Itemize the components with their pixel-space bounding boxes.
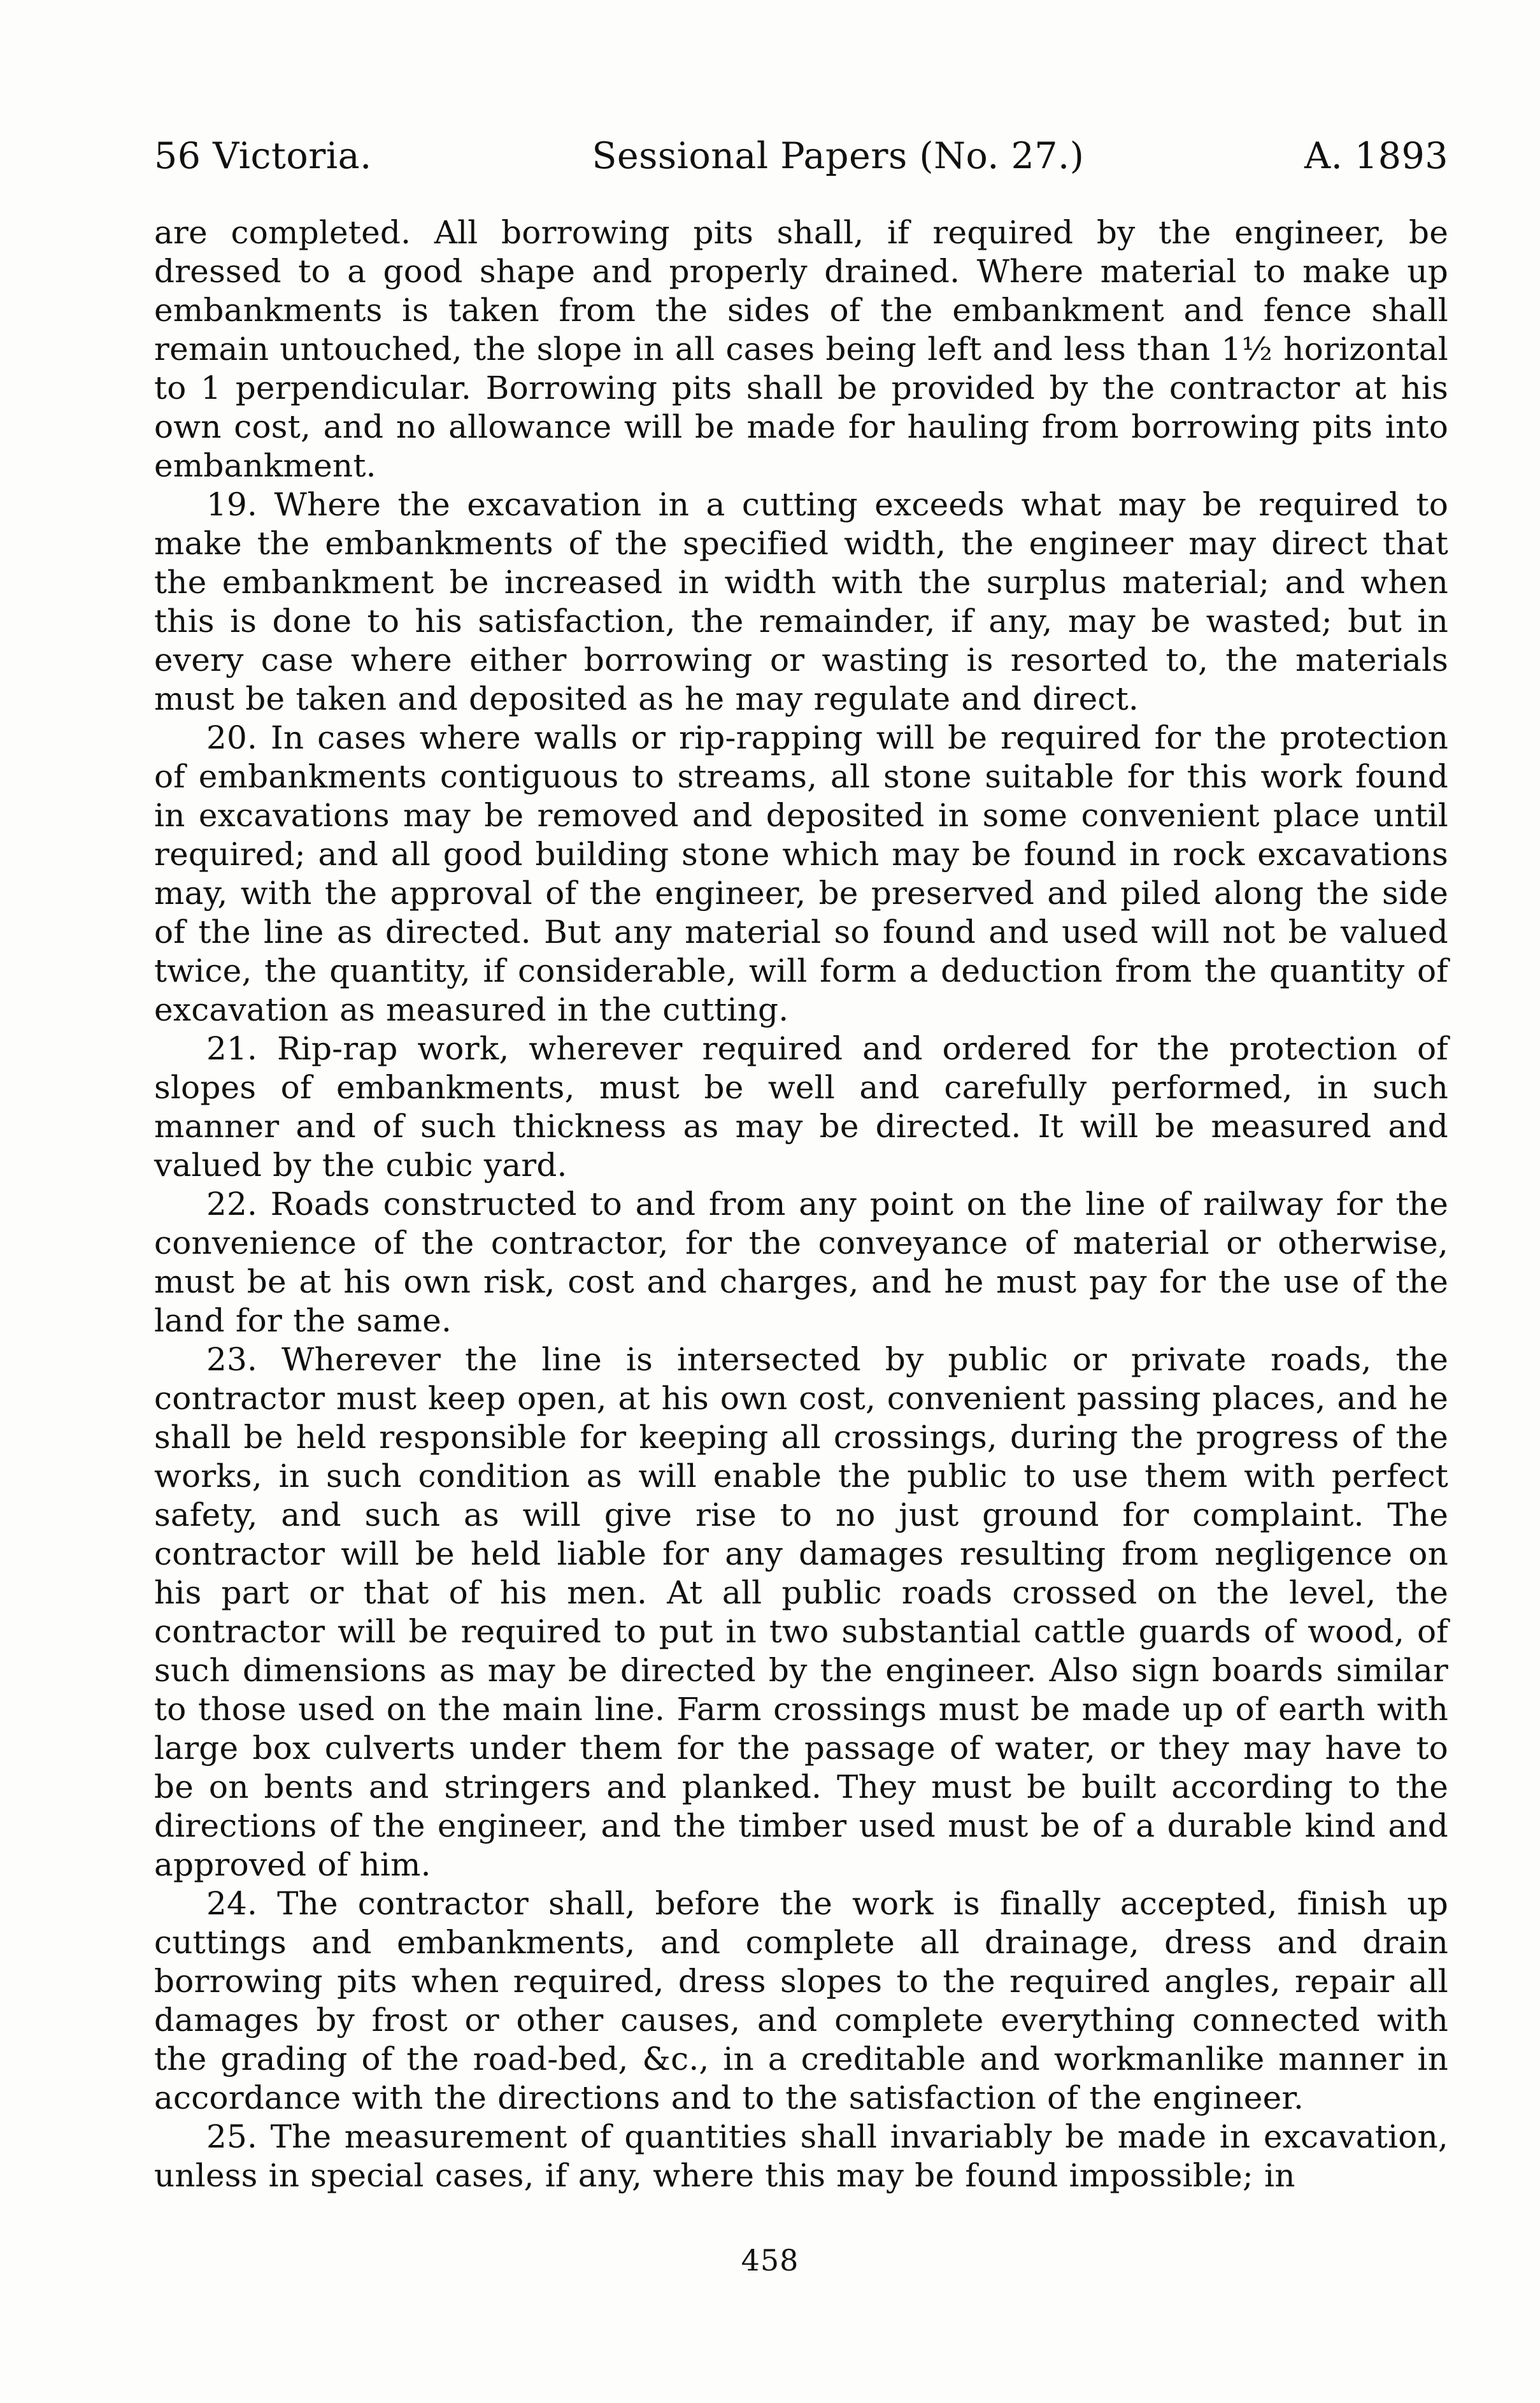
paragraph-22: 22. Roads constructed to and from any point on the line of railway for the convenience of the contractor, for the conveyance of material or otherwise, must be at his own risk, cost and charges, and he must pay for the use of the land for the same.	[154, 1186, 1448, 1339]
running-header	[154, 134, 1448, 178]
paragraph-19: 19. Where the excavation in a cutting exceeds what may be required to make the embankments of the specified width, the engineer may direct that the embankment be increased in width with the surplus material; and when this is done to his satisfaction, the remainder, if any, may be wasted; but in every case where either borrowing or wasting is resorted to, the materials must be taken and deposited as he may regulate and direct.	[154, 486, 1448, 717]
paragraph-25: 25. The measurement of quantities shall invariably be made in excavation, unless in special cases, if any, where this may be found impossible; in	[154, 2118, 1448, 2194]
paragraph-23: 23. Wherever the line is intersected by public or private roads, the contractor must keep open, at his own cost, convenient passing places, and he shall be held responsible for keeping all crossings, during the progress of the works, in such condition as will enable the public to use them with perfect safety, and such as will give rise to no just ground for complaint. The contractor will be held liable for any damages resulting from negligence on his part or that of his men. At all public roads crossed on the level, the contractor will be required to put in two substantial cattle guards of wood, of such dimensions as may be directed by the engineer. Also sign boards similar to those used on the main line. Farm crossings must be made up of earth with large box culverts under them for the passage of water, or they may have to be on bents and stringers and planked. They must be built according to the directions of the engineer, and the timber used must be of a durable kind and approved of him.	[154, 1341, 1448, 1883]
paragraph-21: 21. Rip-rap work, wherever required and ordered for the protection of slopes of embankments, must be well and carefully performed, in such manner and of such thickness as may be directed. It will be measured and valued by the cubic yard.	[154, 1030, 1448, 1184]
body-text	[154, 213, 1448, 2195]
paragraph-continuation: are completed. All borrowing pits shall, if required by the engineer, be dressed to a good shape and properly drained. Where material to make up embankments is taken from the sides of the embankment and fence shall remain untouched, the slope in all cases being left and less than 1½ horizontal to 1 perpendicular. Borrowing pits shall be provided by the contractor at his own cost, and no allowance will be made for hauling from borrowing pits into embankment.	[154, 214, 1448, 484]
header-year-reign: 56 Victoria.	[154, 135, 372, 177]
paragraph-20: 20. In cases where walls or rip-rapping will be required for the protection of embankments contiguous to streams, all stone suitable for this work found in excavations may be removed and deposited in some convenient place until required; and all good building stone which may be found in rock excavations may, with the approval of the engineer, be preserved and piled along the side of the line as directed. But any material so found and used will not be valued twice, the quantity, if considerable, will form a deduction from the quantity of excavation as measured in the cutting.	[154, 719, 1448, 1028]
page-number: 458	[741, 2243, 799, 2277]
header-year: A. 1893	[1304, 135, 1448, 177]
paragraph-24: 24. The contractor shall, before the work is finally accepted, finish up cuttings and embankments, and complete all drainage, dress and drain borrowing pits when required, dress slopes to the required angles, repair all damages by frost or other causes, and complete everything connected with the grading of the road-bed, &c., in a creditable and workmanlike manner in accordance with the directions and to the satisfaction of the engineer.	[154, 1885, 1448, 2116]
header-title: Sessional Papers (No. 27.)	[592, 135, 1085, 177]
